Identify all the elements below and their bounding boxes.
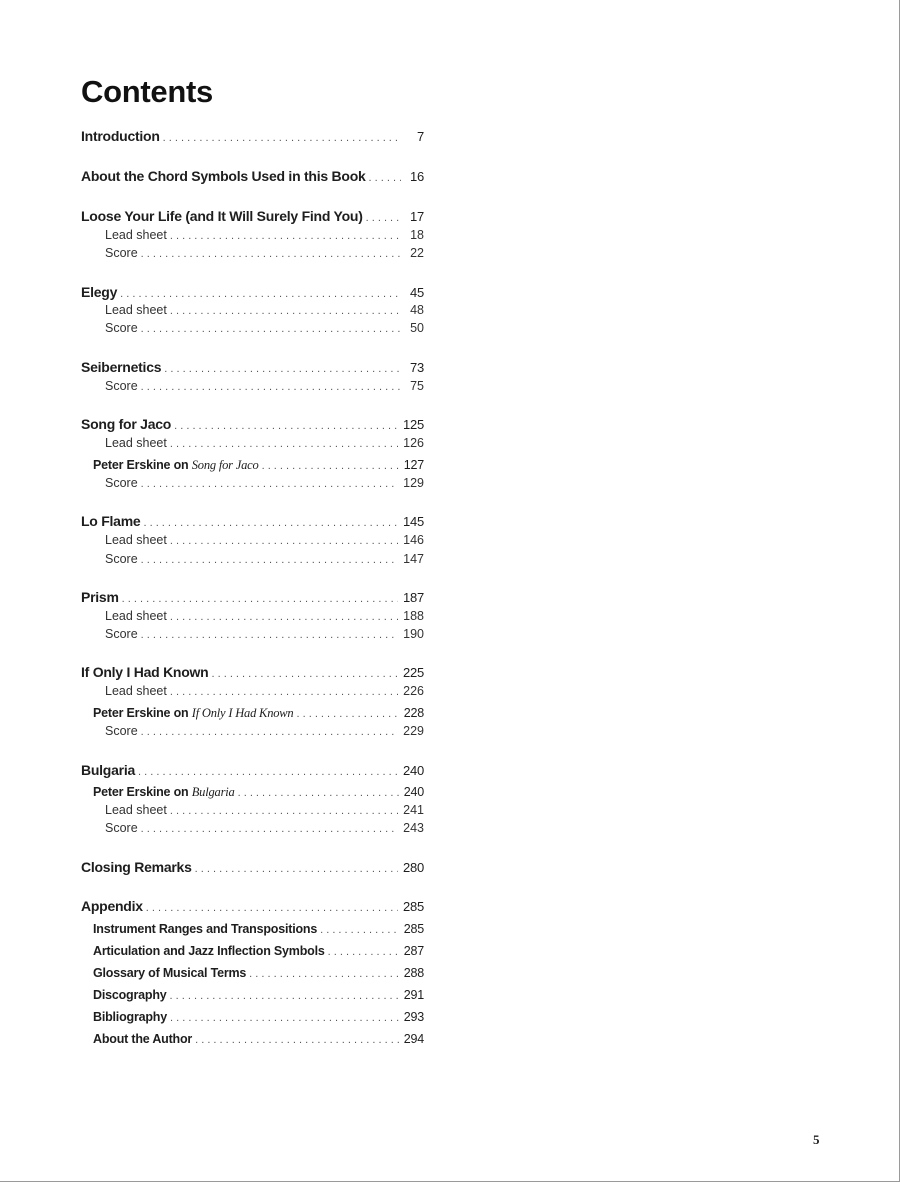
toc-entry-discography[interactable]: Discography . . . 291 bbox=[81, 988, 424, 1006]
dot-leader bbox=[296, 708, 398, 720]
dot-leader bbox=[122, 593, 398, 605]
dot-leader bbox=[141, 478, 398, 490]
toc-page-number: 287 bbox=[403, 944, 424, 958]
toc-entry-score[interactable]: Score . . . 22 bbox=[81, 246, 424, 264]
toc-entry-score[interactable]: Score . . . 75 bbox=[81, 379, 424, 397]
toc-entry-about-the-author[interactable]: About the Author . . . 294 bbox=[81, 1032, 424, 1050]
toc-page-number: 147 bbox=[403, 552, 424, 566]
toc-page-number: 228 bbox=[403, 706, 424, 720]
toc-entry-bulgaria[interactable]: Bulgaria . . . 240 bbox=[81, 762, 424, 780]
toc-entry-lead-sheet[interactable]: Lead sheet . . . 48 bbox=[81, 303, 424, 321]
toc-entry-lead-sheet[interactable]: Lead sheet . . . 146 bbox=[81, 533, 424, 551]
toc-page-number: 45 bbox=[410, 285, 424, 300]
toc-page-number: 188 bbox=[403, 609, 424, 623]
toc-entry-score[interactable]: Score . . . 190 bbox=[81, 627, 424, 645]
toc-page-number: 22 bbox=[410, 246, 424, 260]
toc-entry-erskine-on-song-for-jaco[interactable]: Peter Erskine on Song for Jaco . . . 127 bbox=[81, 458, 424, 476]
dot-leader bbox=[170, 1012, 399, 1024]
dot-leader bbox=[141, 823, 398, 835]
toc-entry-chord-symbols[interactable]: About the Chord Symbols Used in this Book . . . 16 bbox=[81, 168, 424, 186]
toc-page-number: 75 bbox=[410, 379, 424, 393]
toc-entry-appendix[interactable]: Appendix . . . 285 bbox=[81, 898, 424, 916]
dot-leader bbox=[170, 230, 401, 242]
page-number: 5 bbox=[813, 1132, 820, 1147]
toc-page-number: 288 bbox=[403, 966, 424, 980]
toc-entry-bibliography[interactable]: Bibliography . . . 293 bbox=[81, 1010, 424, 1028]
dot-leader bbox=[146, 902, 398, 914]
toc-entry-lead-sheet[interactable]: Lead sheet . . . 241 bbox=[81, 803, 424, 821]
toc-entry-score[interactable]: Score . . . 229 bbox=[81, 724, 424, 742]
dot-leader bbox=[170, 686, 398, 698]
toc-entry-seibernetics[interactable]: Seibernetics . . . 73 bbox=[81, 359, 424, 377]
dot-leader bbox=[141, 726, 398, 738]
page-title: Contents bbox=[81, 74, 213, 109]
dot-leader bbox=[174, 420, 398, 432]
dot-leader bbox=[143, 517, 398, 529]
toc-page-number: 129 bbox=[403, 476, 424, 490]
dot-leader bbox=[170, 305, 401, 317]
dot-leader bbox=[170, 535, 398, 547]
toc-entry-score[interactable]: Score . . . 243 bbox=[81, 821, 424, 839]
toc-page-number: 294 bbox=[403, 1032, 424, 1046]
toc-entry-song-for-jaco[interactable]: Song for Jaco . . . 125 bbox=[81, 416, 424, 434]
toc-entry-elegy[interactable]: Elegy . . . 45 bbox=[81, 284, 424, 302]
toc-entry-instrument-ranges[interactable]: Instrument Ranges and Transpositions . . . 285 bbox=[81, 922, 424, 940]
dot-leader bbox=[262, 460, 399, 472]
toc-entry-score[interactable]: Score . . . 129 bbox=[81, 476, 424, 494]
toc-page-number: 241 bbox=[403, 803, 424, 817]
toc-entry-articulation-symbols[interactable]: Articulation and Jazz Inflection Symbols . . . 287 bbox=[81, 944, 424, 962]
toc-page-number: 48 bbox=[410, 303, 424, 317]
toc-page-number: 240 bbox=[403, 763, 424, 778]
dot-leader bbox=[170, 611, 398, 623]
dot-leader bbox=[320, 924, 399, 936]
toc-page-number: 17 bbox=[410, 209, 424, 224]
toc-page-number: 243 bbox=[403, 821, 424, 835]
dot-leader bbox=[141, 381, 401, 393]
toc-page-number: 127 bbox=[403, 458, 424, 472]
toc-entry-glossary[interactable]: Glossary of Musical Terms . . . 288 bbox=[81, 966, 424, 984]
toc-page-number: 285 bbox=[403, 899, 424, 914]
dot-leader bbox=[195, 863, 398, 875]
toc-page-number: 190 bbox=[403, 627, 424, 641]
dot-leader bbox=[138, 766, 398, 778]
toc-entry-loose-your-life[interactable]: Loose Your Life (and It Will Surely Find You) . . . 17 bbox=[81, 208, 424, 226]
toc-page-number: 285 bbox=[403, 922, 424, 936]
dot-leader bbox=[170, 438, 398, 450]
toc-page-number: 7 bbox=[417, 129, 424, 144]
toc-entry-score[interactable]: Score . . . 50 bbox=[81, 321, 424, 339]
dot-leader bbox=[238, 787, 399, 799]
dot-leader bbox=[369, 172, 401, 184]
dot-leader bbox=[164, 363, 401, 375]
toc-page-number: 146 bbox=[403, 533, 424, 547]
toc-page-number: 229 bbox=[403, 724, 424, 738]
toc-page-number: 125 bbox=[403, 417, 424, 432]
dot-leader bbox=[163, 132, 401, 144]
toc-entry-lead-sheet[interactable]: Lead sheet . . . 226 bbox=[81, 684, 424, 702]
dot-leader bbox=[141, 554, 398, 566]
dot-leader bbox=[211, 668, 398, 680]
dot-leader bbox=[120, 288, 401, 300]
toc-page-number: 225 bbox=[403, 665, 424, 680]
dot-leader bbox=[249, 968, 399, 980]
dot-leader bbox=[328, 946, 399, 958]
toc-page-number: 291 bbox=[403, 988, 424, 1002]
dot-leader bbox=[141, 248, 401, 260]
toc-page-number: 187 bbox=[403, 590, 424, 605]
toc-entry-lead-sheet[interactable]: Lead sheet . . . 188 bbox=[81, 609, 424, 627]
dot-leader bbox=[195, 1034, 399, 1046]
toc-entry-introduction[interactable]: Introduction . . . 7 bbox=[81, 128, 424, 146]
toc-entry-lead-sheet[interactable]: Lead sheet . . . 18 bbox=[81, 228, 424, 246]
toc-entry-lead-sheet[interactable]: Lead sheet . . . 126 bbox=[81, 436, 424, 454]
toc-entry-prism[interactable]: Prism . . . 187 bbox=[81, 589, 424, 607]
toc-entry-erskine-on-bulgaria[interactable]: Peter Erskine on Bulgaria . . . 240 bbox=[81, 785, 424, 803]
toc-page-number: 50 bbox=[410, 321, 424, 335]
dot-leader bbox=[170, 805, 398, 817]
toc-page-number: 240 bbox=[403, 785, 424, 799]
dot-leader bbox=[366, 212, 401, 224]
toc-entry-closing-remarks[interactable]: Closing Remarks . . . 280 bbox=[81, 859, 424, 877]
toc-page-number: 18 bbox=[410, 228, 424, 242]
dot-leader bbox=[170, 990, 399, 1002]
toc-entry-erskine-on-if-only[interactable]: Peter Erskine on If Only I Had Known . . . 228 bbox=[81, 706, 424, 724]
toc-page-number: 293 bbox=[403, 1010, 424, 1024]
dot-leader bbox=[141, 323, 401, 335]
toc-entry-score[interactable]: Score . . . 147 bbox=[81, 552, 424, 570]
dot-leader bbox=[141, 629, 398, 641]
toc-entry-if-only-i-had-known[interactable]: If Only I Had Known . . . 225 bbox=[81, 664, 424, 682]
toc-page-number: 73 bbox=[410, 360, 424, 375]
toc-page-number: 145 bbox=[403, 514, 424, 529]
toc-entry-lo-flame[interactable]: Lo Flame . . . 145 bbox=[81, 513, 424, 531]
toc-page-number: 16 bbox=[410, 169, 424, 184]
toc-page-number: 280 bbox=[403, 860, 424, 875]
toc-page-number: 226 bbox=[403, 684, 424, 698]
toc-page-number: 126 bbox=[403, 436, 424, 450]
